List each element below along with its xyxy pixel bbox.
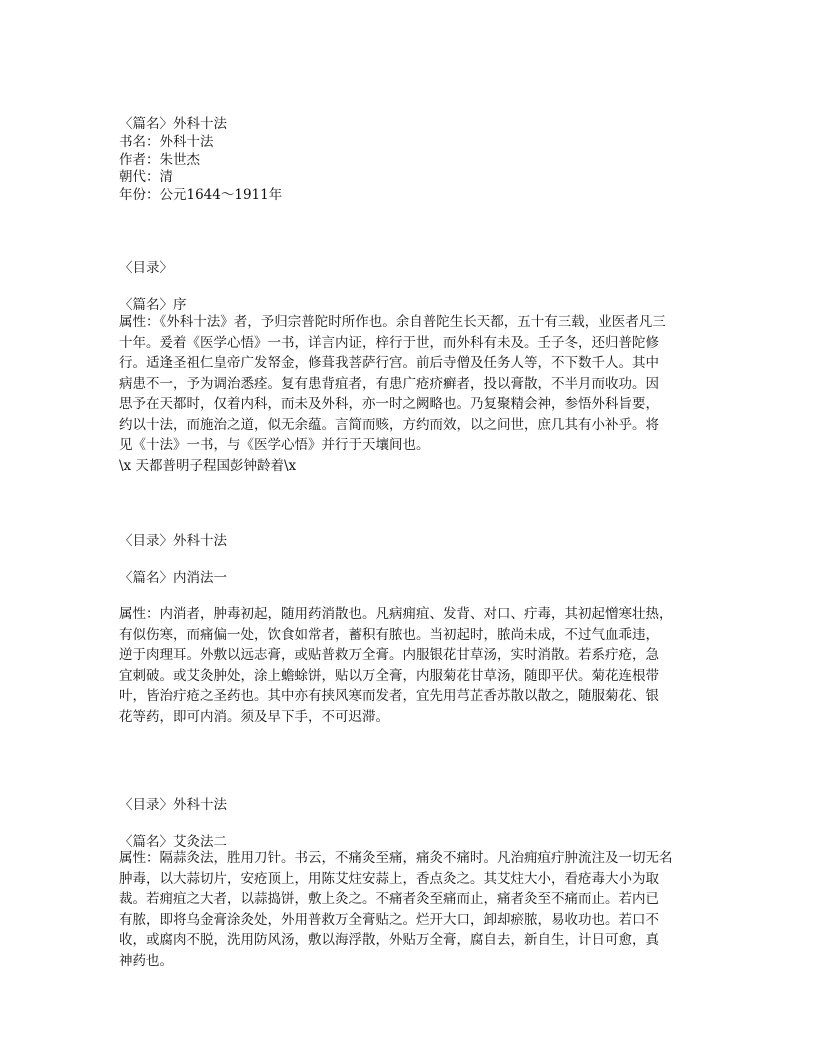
text-line: 十年。爰着《医学心悟》一书，详言内证，梓行于世，而外科有未及。壬子冬，还归普陀修 [119, 334, 659, 351]
text-line: 约以十法，而施治之道，似无余蕴。言简而赅，方约而效，以之问世，庶几其有小补乎。将 [119, 416, 659, 433]
section-toc: 〈目录〉外科十法 [119, 797, 227, 813]
text-line: 神药也。 [119, 952, 173, 969]
text-line: 属性：内消者，肿毒初起，随用药消散也。凡病痈疽、发背、对口、疔毒，其初起憎寒壮热， [119, 606, 673, 622]
section-body [119, 312, 666, 476]
text-line: 肿毒，以大蒜切片，安疮顶上，用陈艾炷安蒜上，香点灸之。其艾炷大小，看疮毒大小为取 [119, 870, 659, 887]
year: 年份：公元1644～1911年 [119, 187, 283, 204]
text-line: 收，或腐肉不脱，洗用防风汤，敷以海浮散，外贴万全膏，腐自去，新自生，计日可愈，真 [119, 932, 659, 948]
section-body [119, 604, 673, 727]
text-line: 病患不一，予为调治悉痊。复有患背疽者，有患广疮疥癣者，投以膏散，不半月而收功。因 [119, 375, 659, 392]
book-name: 书名：外科十法 [119, 133, 214, 150]
text-line: 逆于肉理耳。外敷以远志膏，或贴普救万全膏。内服银花甘草汤，实时消散。若系疔疮，急 [119, 647, 659, 663]
text-line: 花等药，即可内消。须及早下手，不可迟滞。 [119, 708, 389, 725]
section-title: 〈篇名〉艾灸法二 [119, 834, 227, 850]
document-header [119, 116, 282, 205]
text-line: 叶，皆治疔疮之圣药也。其中亦有挟风寒而发者，宜先用芎芷香苏散以散之，随服菊花、银 [119, 688, 659, 704]
text-line: 见《十法》一书，与《医学心悟》并行于天壤间也。 [119, 437, 430, 453]
text-line: 属性：隔蒜灸法，胜用刀针。书云，不痛灸至痛，痛灸不痛时。凡治痈疽疔肿流注及一切无名 [119, 850, 673, 866]
section-title: 〈篇名〉内消法一 [119, 570, 227, 586]
section-title: 〈篇名〉序 [119, 297, 187, 313]
dynasty: 朝代：清 [119, 169, 173, 186]
text-line: 裁。若痈疽之大者，以蒜捣饼，敷上灸之。不痛者灸至痛而止，痛者灸至不痛而止。若内已 [119, 891, 659, 907]
section-toc: 〈目录〉外科十法 [119, 533, 227, 549]
text-line: 行。适逢圣祖仁皇帝广发帑金，修葺我菩萨行宫。前后寺僧及任务人等，不下数千人。其中 [119, 355, 659, 371]
section-body [119, 848, 673, 971]
chapter-name: 〈篇名〉外科十法 [119, 116, 227, 132]
text-line: \x 天都普明子程国彭钟龄着\x [119, 457, 297, 474]
text-line: 属性：《外科十法》者，予归宗普陀时所作也。余自普陀生长天都，五十有三载，业医者凡三 [119, 314, 666, 330]
section-toc: 〈目录〉 [119, 260, 173, 276]
text-line: 有脓，即将乌金膏涂灸处，外用普救万全膏贴之。烂开大口，卸却瘀脓，易收功也。若口不 [119, 911, 659, 928]
text-line: 宜刺破。或艾灸肿处，涂上蟾蜍饼，贴以万全膏，内服菊花甘草汤，随即平伏。菊花连根带 [119, 667, 659, 684]
text-line: 思予在天都时，仅着内科，而未及外科，亦一时之阙略也。乃复聚精会神，参悟外科旨要， [119, 396, 659, 412]
author: 作者：朱世杰 [119, 151, 200, 168]
text-line: 有似伤寒，而痛偏一处，饮食如常者，蓄积有脓也。当初起时，脓尚未成，不过气血乖违， [119, 626, 659, 643]
